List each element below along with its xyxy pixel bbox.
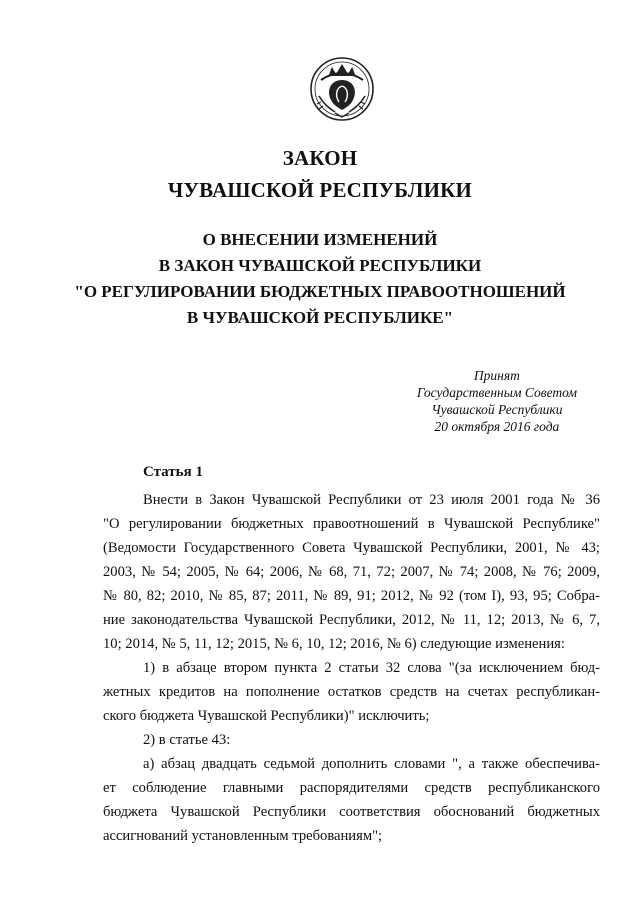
body-text-line: жетных кредитов на пополнение остатков средств на счетах республикан- [103, 684, 600, 700]
body-text-line: (Ведомости Государственного Совета Чувашской Республики, 2001, № 43; [103, 540, 600, 556]
body-text-line: 2) в статье 43: [143, 732, 231, 748]
article-heading: Статья 1 [143, 464, 203, 480]
body-text-line: бюджета Чувашской Республики соответствия обоснований бюджетных [103, 804, 600, 820]
body-text-line: 2003, № 54; 2005, № 64; 2006, № 68, 71, 72; 2007, № 74; 2008, № 76; 2009, [103, 564, 600, 580]
body-text-line: ассигнований установленным требованиям"; [103, 828, 383, 844]
law-issuer-heading: ЧУВАШСКОЙ РЕСПУБЛИКИ [167, 178, 473, 202]
adoption-note [417, 367, 577, 435]
law-title-line: "О РЕГУЛИРОВАНИИ БЮДЖЕТНЫХ ПРАВООТНОШЕНИЙ [74, 282, 566, 301]
law-title-line: В ЧУВАШСКОЙ РЕСПУБЛИКЕ" [186, 308, 454, 327]
chuvash-emblem-icon [309, 56, 375, 122]
adoption-line: Принят [473, 368, 520, 383]
adoption-line: Государственным Советом [416, 385, 577, 400]
body-text-line: "О регулировании бюджетных правоотношений в Чувашской Республике" [103, 516, 600, 532]
body-text-line: Внести в Закон Чувашской Республики от 23 июля 2001 года № 36 [143, 492, 600, 508]
body-text-line: ет соблюдение главными распорядителями средств республиканского [103, 780, 600, 796]
body-text-line: ского бюджета Чувашской Республики)" исключить; [103, 708, 430, 724]
body-text-line: а) абзац двадцать седьмой дополнить словами ", а также обеспечива- [143, 756, 600, 772]
adoption-date: 20 октября 2016 года [434, 419, 560, 434]
body-text-line: 10; 2014, № 5, 11, 12; 2015, № 6, 10, 12; 2016, № 6) следующие изменения: [103, 636, 565, 652]
law-title-line: В ЗАКОН ЧУВАШСКОЙ РЕСПУБЛИКИ [158, 256, 482, 275]
law-type-heading: ЗАКОН [282, 146, 358, 170]
law-title-line: О ВНЕСЕНИИ ИЗМЕНЕНИЙ [202, 230, 438, 249]
adoption-line: Чувашской Республики [431, 402, 563, 417]
body-text-line: 1) в абзаце втором пункта 2 статьи 32 слова "(за исключением бюд- [143, 660, 600, 676]
body-text-line: № 80, 82; 2010, № 85, 87; 2011, № 89, 91; 2012, № 92 (том I), 93, 95; Собра- [103, 588, 600, 604]
body-text-line: ние законодательства Чувашской Республики, 2012, № 11, 12; 2013, № 6, 7, [103, 612, 600, 628]
